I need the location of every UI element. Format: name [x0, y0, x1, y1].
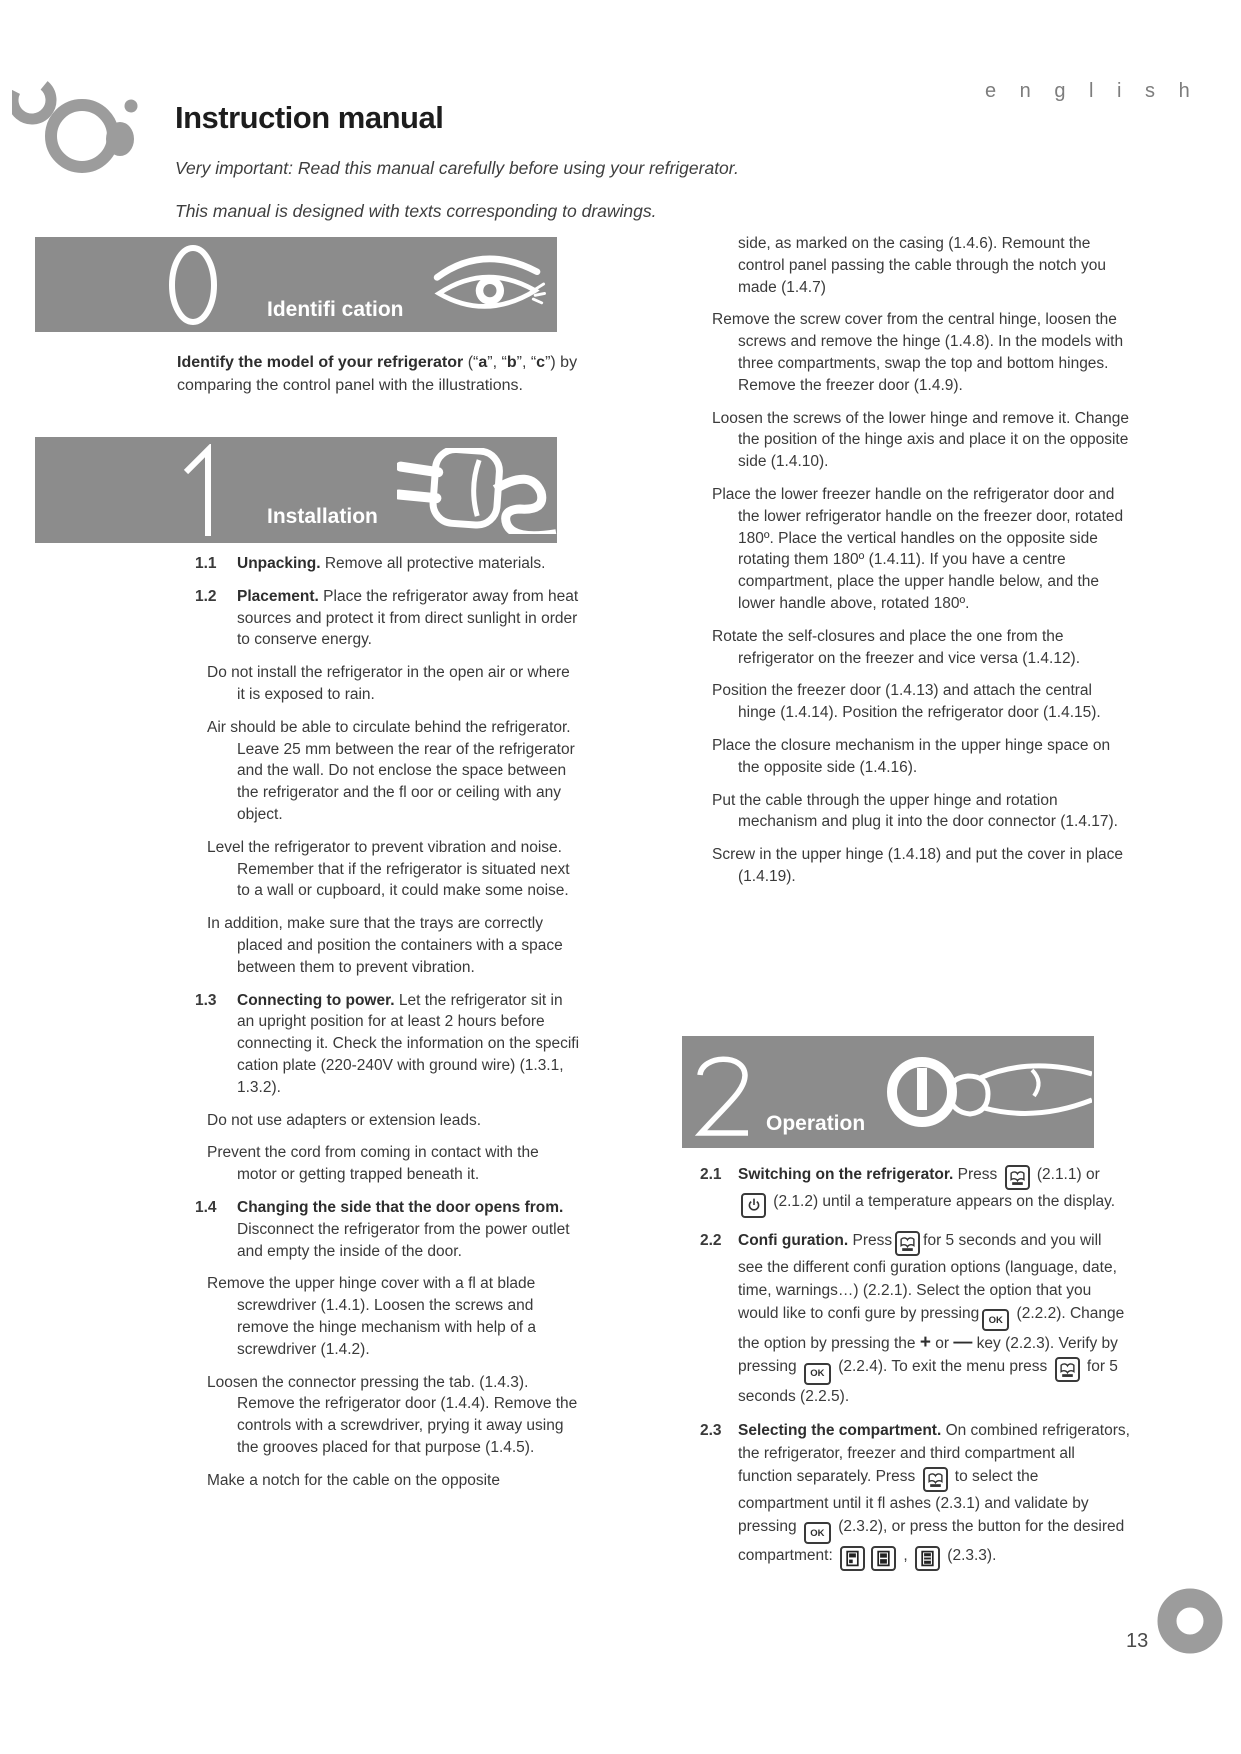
ok-button-icon: [804, 1522, 831, 1544]
power-plug-icon: [397, 448, 557, 534]
paragraph: Put the cable through the upper hinge and rotation mechanism and plug it into the door connector (1.4.17).: [712, 791, 1118, 831]
text-run: (2.2.4). To exit the menu press: [833, 1358, 1052, 1375]
text-run: for 5 seconds and you will see the different confi guration options (language, date, time, warnings…) (2.2.1). Select the option that you would like to confi gure by pressing: [738, 1231, 1117, 1322]
plus-key-icon: +: [919, 1332, 931, 1353]
section-digit-0: [167, 244, 219, 326]
model-letter-c: c: [536, 354, 546, 371]
paragraph: Do not install the refrigerator in the open air or where it is exposed to rain.: [207, 664, 570, 703]
power-button-press-icon: [880, 1038, 1092, 1146]
item-number: 2.3: [700, 1421, 722, 1439]
model-letter-a: a: [478, 354, 488, 371]
item-text: [177, 553, 580, 575]
right-column-operation: [677, 1163, 1130, 1582]
menu-button-icon: [923, 1467, 948, 1492]
text-run: On combined refrigerators, the refrigerator, freezer and third compartment all function separately. Press: [738, 1421, 1130, 1485]
paragraph: Remove the upper hinge cover with a fl at blade screwdriver (1.4.1). Loosen the screws and remove the hinge mechanism with help of a screwdriver (1.4.2).: [207, 1275, 536, 1358]
item-body-text: Place the refrigerator away from heat sources and protect it from direct sunlight in order to conserve energy.: [237, 587, 579, 649]
identify-text-run: ”, “: [516, 354, 537, 371]
page-title: Instruction manual: [175, 100, 444, 135]
item-heading: Changing the side that the door opens from.: [237, 1198, 564, 1216]
list-item-1-3: [177, 990, 580, 1099]
ok-button-icon: [804, 1363, 831, 1385]
section-label: Installation: [267, 505, 378, 528]
item-heading: Unpacking.: [237, 555, 321, 572]
page-number: 13: [1126, 1630, 1149, 1652]
text-run: Press: [848, 1231, 893, 1249]
item-number: 1.4: [195, 1198, 217, 1216]
list-item-2-1: [677, 1163, 1130, 1218]
paragraph: Remove the screw cover from the central hinge, loosen the screws and remove the hinge (1.4.8). In the models with three compartments, swap the top and bottom hinges. Remove the freezer door (1.4.9).: [712, 311, 1124, 394]
brand-logo-circles-icon: [12, 62, 152, 192]
section-banner-identification: [35, 237, 557, 332]
paragraph-continuation: side, as marked on the casing (1.4.6). Remount the control panel passing the cable through the notch you made (1.4.7): [738, 235, 1106, 296]
paragraph: Screw in the upper hinge (1.4.18) and put the cover in place (1.4.19).: [712, 846, 1124, 885]
ok-label: OK: [988, 1314, 1003, 1326]
intro-line: Very important: Read this manual carefully before using your refrigerator.: [175, 158, 739, 178]
language-label: e n g l i s h: [985, 80, 1199, 102]
corner-logo-ring-icon: [1152, 1583, 1241, 1663]
item-text: [677, 1419, 1130, 1572]
model-letter-b: b: [506, 354, 517, 371]
fridge-compartment-button-icon: [840, 1546, 865, 1571]
item-text: [177, 990, 580, 1099]
item-body-text: Let the refrigerator sit in an upright position for at least 2 hours before connecting it. Check the information on the specifi cation plate (220-240V with ground wire) (1.3.1, 1.3.2).: [237, 991, 580, 1096]
identify-text-run: ”) by comparing the control panel with the illustrations.: [177, 354, 578, 394]
ok-label: OK: [810, 1368, 825, 1379]
text-run: Press: [953, 1166, 1002, 1183]
identification-text: [177, 351, 579, 397]
paragraph: In addition, make sure that the trays are correctly placed and position the containers with a space between them to prevent vibration.: [207, 915, 563, 976]
menu-button-icon: [895, 1231, 920, 1256]
menu-button-icon: [1005, 1165, 1030, 1190]
power-button-icon: [741, 1193, 766, 1218]
identify-text-run: ”, “: [487, 354, 507, 371]
item-heading: Connecting to power.: [237, 991, 395, 1009]
section-label: Identifi cation: [267, 298, 404, 321]
section-digit-2: [694, 1053, 750, 1137]
list-item-1-1: [177, 553, 580, 575]
text-run: (2.3.2), or press the button for the desired compartment:: [738, 1517, 1125, 1564]
item-number: 2.1: [700, 1166, 722, 1183]
third-compartment-button-icon: [915, 1546, 940, 1571]
paragraph: Rotate the self-closures and place the one from the refrigerator on the freezer and vice versa (1.4.12).: [712, 627, 1081, 667]
text-run: key (2.2.3). Verify by pressing: [738, 1335, 1118, 1375]
text-run: (2.1.2) until a temperature appears on the display.: [769, 1193, 1116, 1210]
freezer-compartment-button-icon: [871, 1546, 896, 1571]
minus-key-icon: —: [953, 1332, 973, 1353]
item-text: [677, 1163, 1130, 1218]
paragraph: Level the refrigerator to prevent vibration and noise. Remember that if the refrigerator is situated next to a wall or cupboard, it could make some noise.: [207, 838, 570, 900]
item-number: 1.1: [195, 555, 217, 572]
item-number: 1.3: [195, 991, 217, 1009]
paragraph: Air should be able to circulate behind the refrigerator. Leave 25 mm between the rear of the refrigerator and the wall. Do not enclose the space between the refrigerator and the fl oor or ceiling with any object.: [207, 718, 575, 823]
identify-bold: Identify the model of your refrigerator: [177, 354, 464, 371]
section-banner-installation: [35, 437, 557, 543]
paragraph: Position the freezer door (1.4.13) and attach the central hinge (1.4.14). Position the refrigerator door (1.4.15).: [712, 682, 1101, 722]
left-column: [177, 553, 580, 1502]
text-run: (2.1.1) or: [1032, 1166, 1100, 1183]
section-label: Operation: [766, 1112, 866, 1135]
item-number: 1.2: [195, 587, 217, 605]
item-body-text: Remove all protective materials.: [320, 555, 546, 572]
text-run: for 5 seconds (2.2.5).: [738, 1358, 1118, 1405]
intro-line: This manual is designed with texts corresponding to drawings.: [175, 201, 657, 221]
list-item-2-3: [677, 1419, 1130, 1572]
item-heading: Selecting the compartment.: [738, 1421, 942, 1439]
menu-button-icon: [1055, 1357, 1080, 1382]
paragraph: Place the closure mechanism in the upper hinge space on the opposite side (1.4.16).: [712, 736, 1111, 776]
text-run: or: [930, 1335, 954, 1352]
item-number: 2.2: [700, 1231, 722, 1249]
item-text: [677, 1229, 1130, 1408]
right-column-top: [677, 233, 1130, 899]
paragraph: Loosen the connector pressing the tab. (1.4.3). Remove the refrigerator door (1.4.4). Remove the controls with a screwdriver, prying it away using the grooves placed for that purpose (1.4.5).: [207, 1373, 578, 1456]
eye-icon: [429, 251, 547, 317]
identify-text-run: (“: [463, 354, 479, 371]
paragraph: Do not use adapters or extension leads.: [207, 1111, 482, 1129]
item-body-text: Disconnect the refrigerator from the power outlet and empty the inside of the door.: [237, 1220, 570, 1260]
item-heading: Placement.: [237, 587, 319, 605]
text-run: ,: [899, 1547, 912, 1564]
ok-button-icon: [982, 1309, 1009, 1331]
item-text: [177, 586, 580, 651]
text-run: (2.3.3).: [942, 1547, 997, 1564]
item-heading: Confi guration.: [738, 1231, 849, 1249]
text-run: to select the compartment until it fl ashes (2.3.1) and validate by pressing: [738, 1467, 1089, 1535]
item-heading: Switching on the refrigerator.: [738, 1166, 954, 1183]
paragraph: Loosen the screws of the lower hinge and remove it. Change the position of the hinge axis and place it on the opposite side (1.4.10).: [712, 409, 1130, 471]
item-text: [177, 1197, 580, 1262]
section-banner-operation: [682, 1036, 1094, 1148]
paragraph: Make a notch for the cable on the opposite: [207, 1471, 500, 1489]
paragraph: Prevent the cord from coming in contact with the motor or getting trapped beneath it.: [207, 1144, 539, 1184]
list-item-2-2: [677, 1229, 1130, 1408]
section-digit-1: [181, 444, 221, 538]
list-item-1-4: [177, 1197, 580, 1262]
list-item-1-2: [177, 586, 580, 651]
text-run: (2.2.2). Change the option by pressing the: [738, 1304, 1125, 1352]
paragraph: Place the lower freezer handle on the refrigerator door and the lower refrigerator handle on the freezer door, rotated 180º. Place the vertical handles on the opposite side rotating them 180º (1.4.11). If you have a centre compartment, place the upper handle below, and the lower handle above, rotated 180º.: [712, 485, 1124, 612]
ok-label: OK: [810, 1527, 825, 1539]
